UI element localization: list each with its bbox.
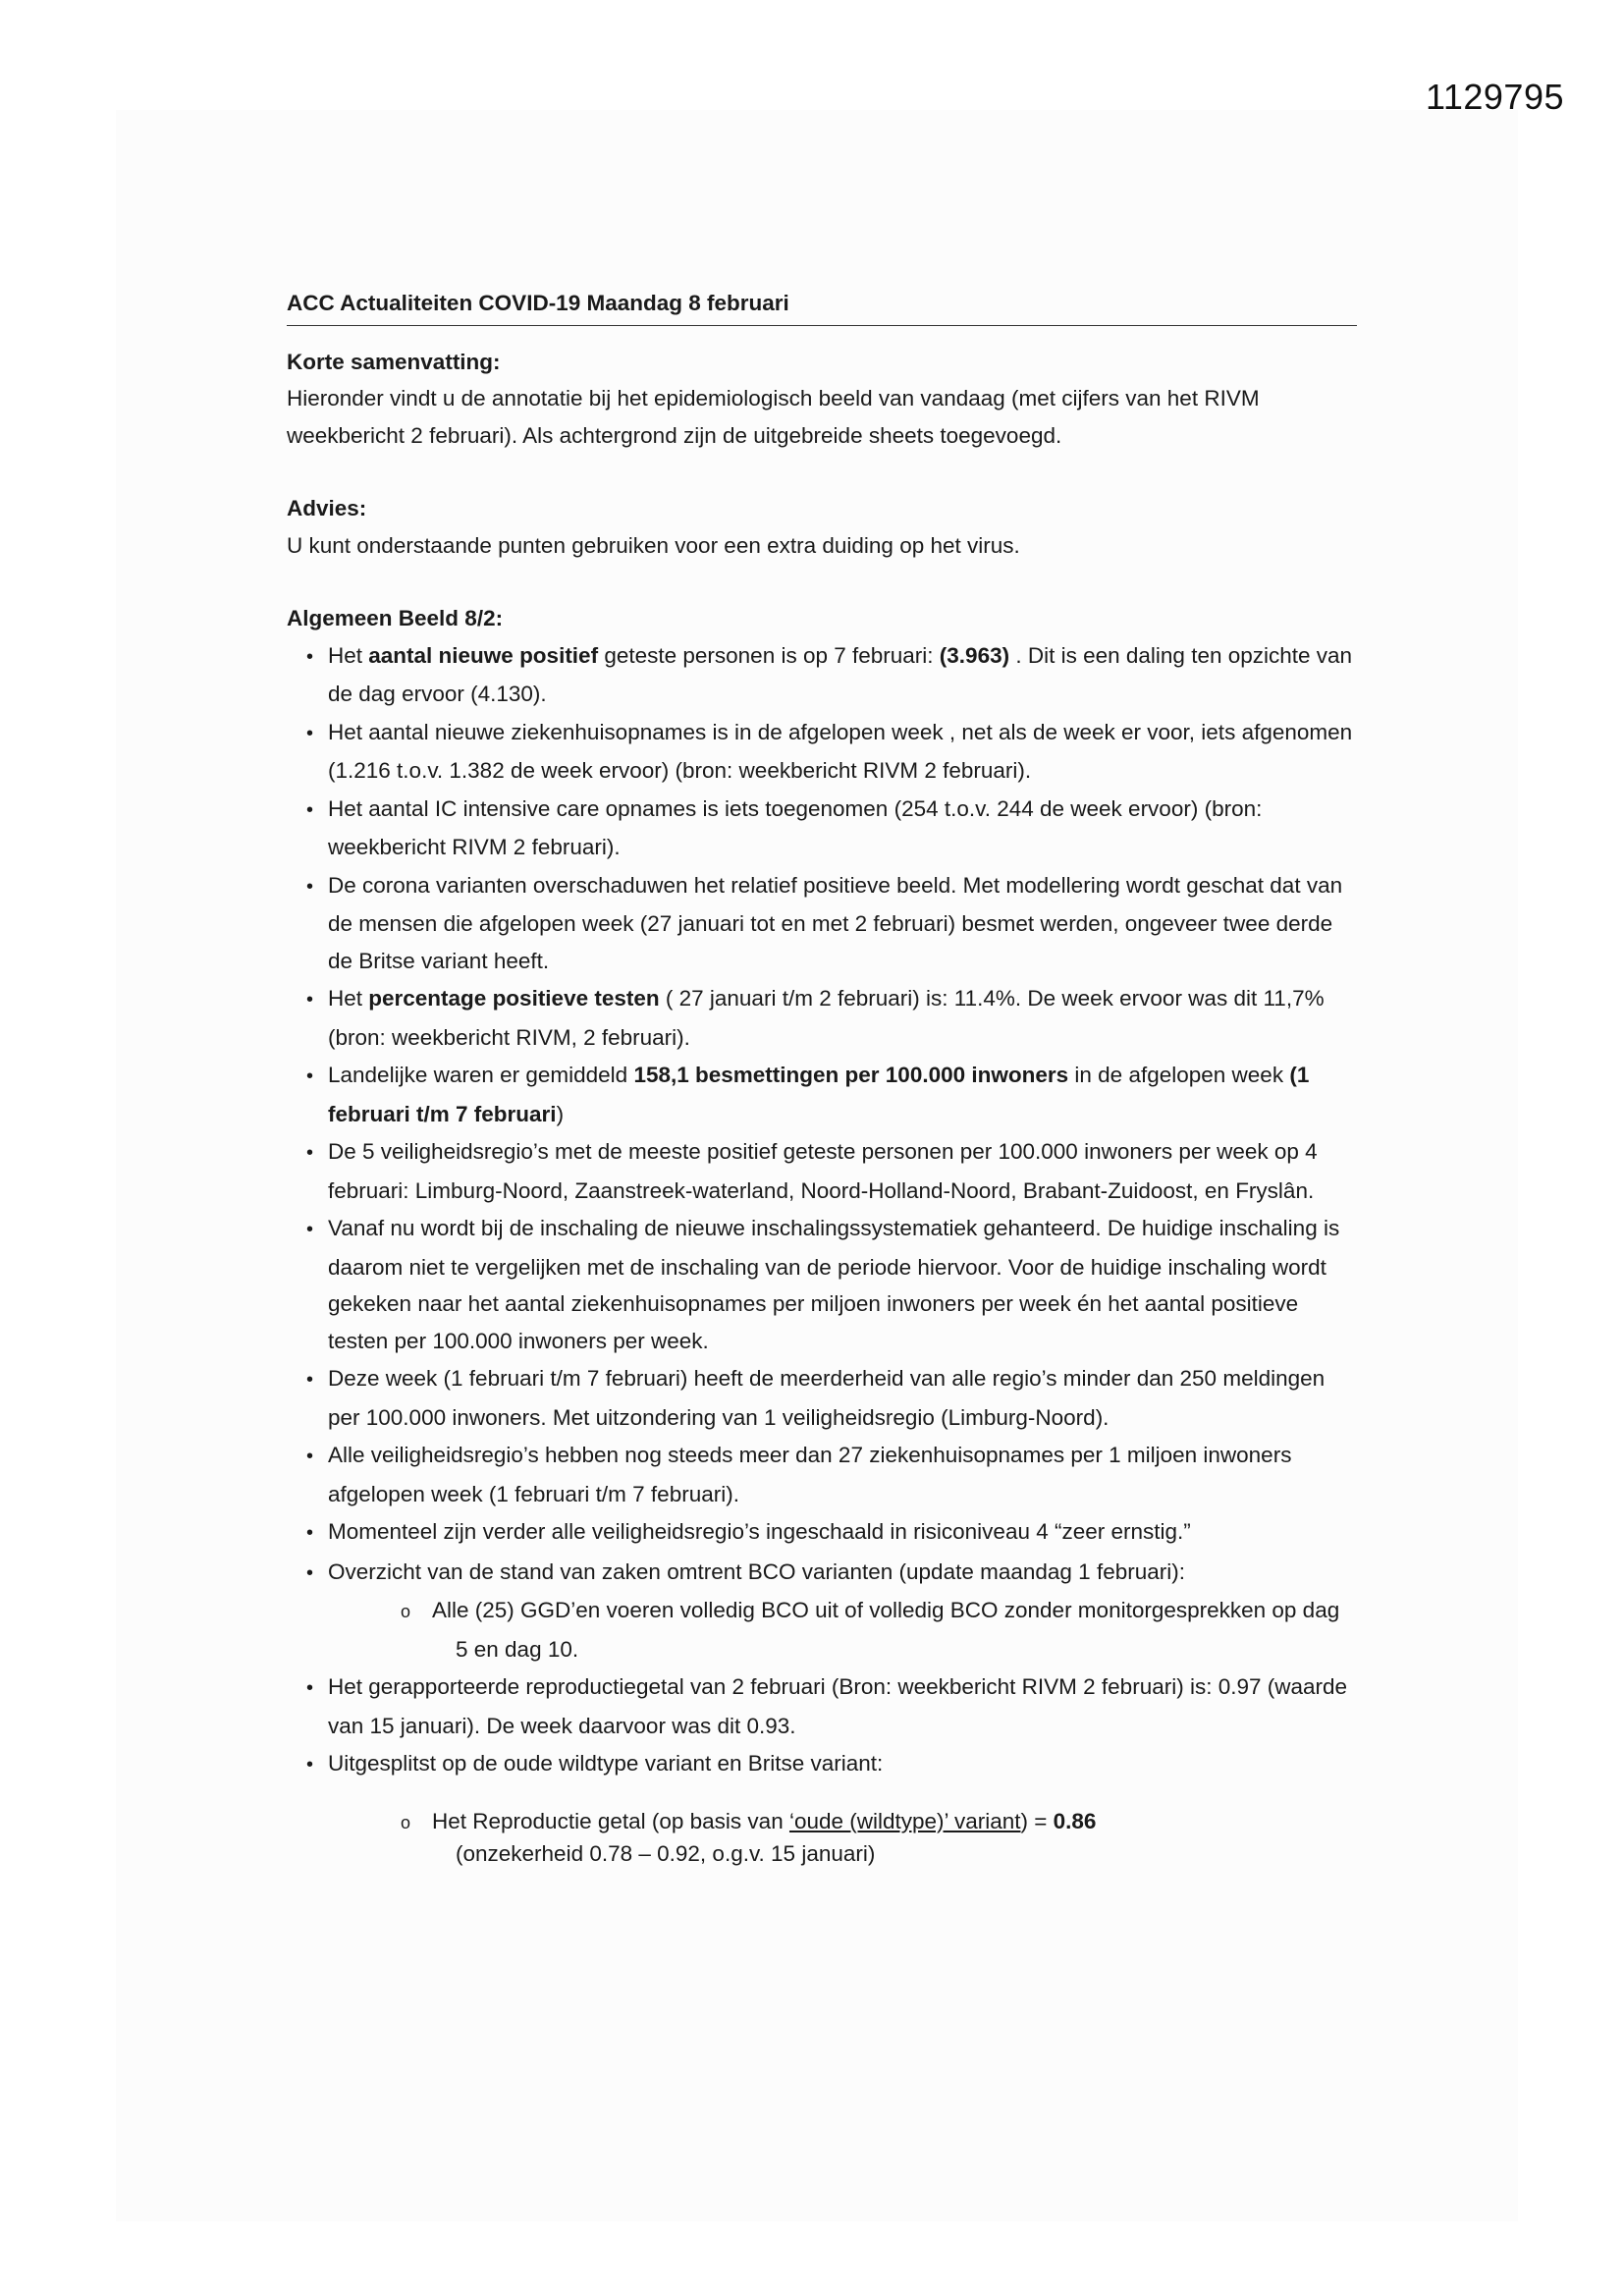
sub-list [328,1806,1357,1870]
circle-bullet-icon: o [401,1812,411,1832]
list-item: • Landelijke waren er gemiddeld 158,1 besmettingen per 100.000 inwoners in de afgelopen week (1 februari t/m 7 februari) [287,1057,1357,1132]
bullet-icon: • [306,798,314,821]
bullet-icon: • [306,645,314,668]
list-item: • Het aantal nieuwe positief geteste personen is op 7 februari: (3.963) . Dit is een daling ten opzichte van de dag ervoor (4.130). [287,637,1357,713]
sub-list [328,1592,1357,1667]
circle-bullet-icon: o [401,1602,411,1621]
bullet-icon: • [306,875,314,898]
advice-section [287,490,1357,564]
list-item: • Alle veiligheidsregio’s hebben nog steeds meer dan 27 ziekenhuisopnames per 1 miljoen inwoners afgelopen week (1 februari t/m 7 februari). [287,1437,1357,1512]
bullet-icon: • [306,1066,314,1087]
bullet-icon: • [306,1446,314,1467]
list-item: • Deze week (1 februari t/m 7 februari) heeft de meerderheid van alle regio’s minder dan 250 meldingen per 100.000 inwoners. Met uitzondering van 1 veiligheidsregio (Limburg-Noord). [287,1360,1357,1436]
bullet-icon: • [306,1219,314,1240]
advice-text: U kunt onderstaande punten gebruiken voor een extra duiding op het virus. [287,532,1020,558]
list-item: • Overzicht van de stand van zaken omtrent BCO varianten (update maandag 1 februari): o Alle (25) GGD’en voeren volledig BCO uit of volledig BCO zonder monitorgesprekken op dag 5 en dag 10. [287,1554,1357,1668]
list-item: • Het aantal nieuwe ziekenhuisopnames is in de afgelopen week , net als de week er voor, iets afgenomen (1.216 t.o.v. 1.382 de week ervoor) (bron: weekbericht RIVM 2 februari). [287,714,1357,790]
summary-section [287,344,1357,455]
general-section [287,600,1357,1870]
list-item: • Het aantal IC intensive care opnames is iets toegenomen (254 t.o.v. 244 de week ervoor) (bron: weekbericht RIVM 2 februari). [287,791,1357,866]
sub-list-item: o Alle (25) GGD’en voeren volledig BCO uit of volledig BCO zonder monitorgesprekken op dag 5 en dag 10. [328,1592,1357,1667]
list-item: • De corona varianten overschaduwen het relatief positieve beeld. Met modellering wordt geschat dat van de mensen die afgelopen week (27 januari tot en met 2 februari) besmet werden, ongeveer twee derde de Britse variant heeft. [287,867,1357,980]
bullet-icon: • [306,1677,314,1699]
list-item: • Het gerapporteerde reproductiegetal van 2 februari (Bron: weekbericht RIVM 2 februari) is: 0.97 (waarde van 15 januari). De week daarvoor was dit 0.93. [287,1668,1357,1744]
bullet-icon: • [306,989,314,1011]
general-heading: Algemeen Beeld 8/2: [287,606,504,630]
general-bullet-list [287,637,1357,1870]
bullet-icon: • [306,1142,314,1164]
document-number: 1129795 [1426,77,1564,117]
bullet-icon: • [306,1369,314,1391]
summary-line-2: weekbericht 2 februari). Als achtergrond zijn de uitgebreide sheets toegevoegd. [287,422,1062,448]
document-content [287,285,1357,1871]
list-item: • Momenteel zijn verder alle veiligheidsregio’s ingeschaald in risiconiveau 4 “zeer ernstig.” [287,1513,1357,1553]
summary-line-1: Hieronder vindt u de annotatie bij het epidemiologisch beeld van vandaag (met cijfers van het RIVM [287,386,1260,410]
bullet-icon: • [306,1754,314,1776]
summary-heading: Korte samenvatting: [287,349,501,374]
list-item: • Uitgesplitst op de oude wildtype variant en Britse variant: o Het Reproductie getal (op basis van ‘oude (wildtype)’ variant) = 0.86 (onzekerheid 0.78 – 0.92, o.g.v. 15 januari) [287,1745,1357,1870]
list-item: • De 5 veiligheidsregio’s met de meeste positief geteste personen per 100.000 inwoners per week op 4 februari: Limburg-Noord, Zaanstreek-waterland, Noord-Holland-Noord, Brabant-Zuidoost, en Fryslân. [287,1133,1357,1209]
bullet-icon: • [306,1561,314,1584]
sub-list-item: o Het Reproductie getal (op basis van ‘oude (wildtype)’ variant) = 0.86 (onzekerheid 0.78 – 0.92, o.g.v. 15 januari) [401,1808,1097,1866]
advice-heading: Advies: [287,496,367,520]
document-title: ACC Actualiteiten COVID-19 Maandag 8 februari [287,285,1357,326]
list-item: • Vanaf nu wordt bij de inschaling de nieuwe inschalingssystematiek gehanteerd. De huidige inschaling is daarom niet te vergelijken met de inschaling van de periode hiervoor. Voor de huidige inschaling wordt gekeken naar het aantal ziekenhuisopnames per miljoen inwoners per week én het aantal positieve testen per 100.000 inwoners per week. [287,1210,1357,1359]
list-item: • Het percentage positieve testen ( 27 januari t/m 2 februari) is: 11.4%. De week ervoor was dit 11,7% (bron: weekbericht RIVM, 2 februari). [287,980,1357,1056]
bullet-icon: • [306,722,314,744]
bullet-icon: • [306,1522,314,1544]
